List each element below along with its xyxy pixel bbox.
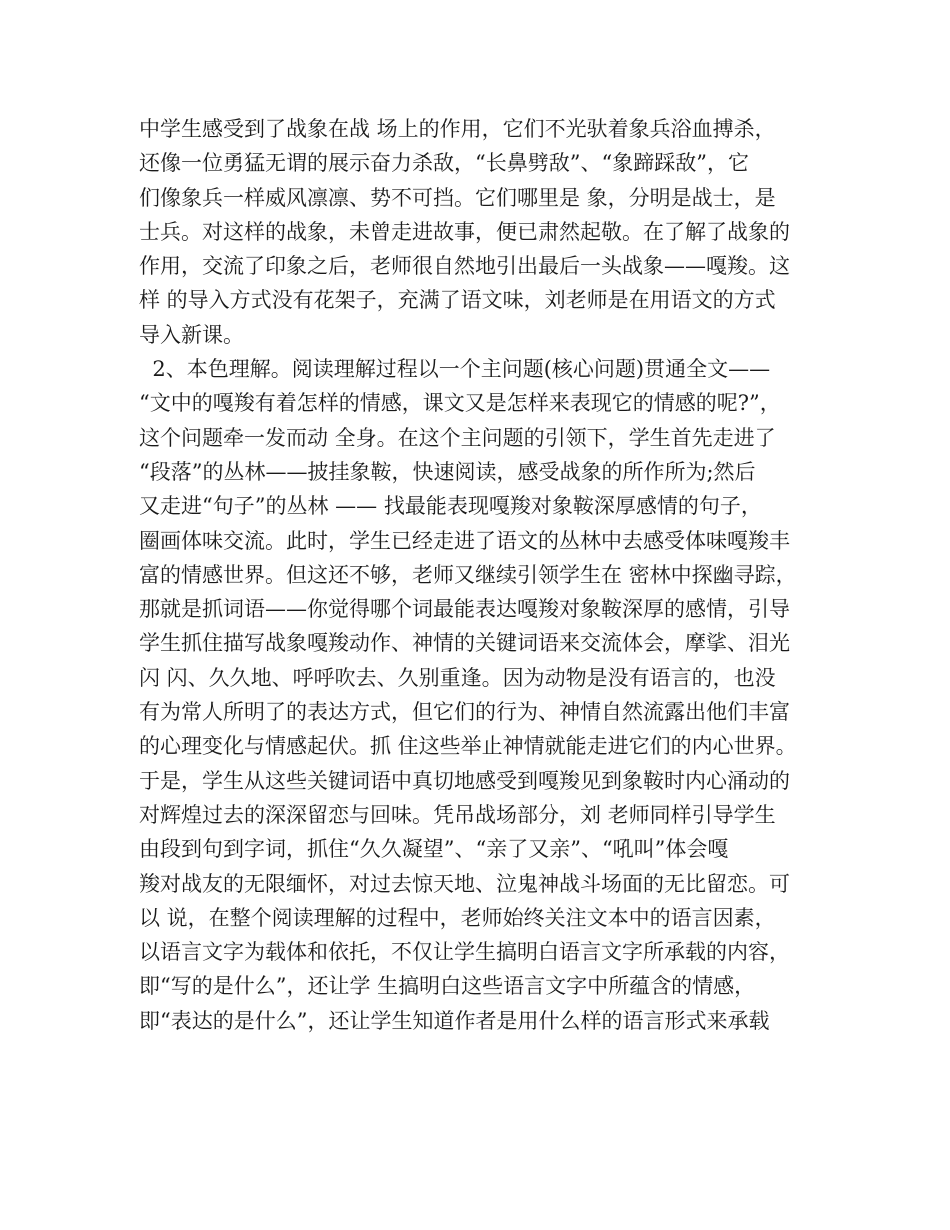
text-line: 对辉煌过去的深深留恋与回味。凭吊战场部分，刘 老师同样引导学生 (139, 802, 776, 827)
text-line: 士兵。对这样的战象，未曾走进故事，便已肃然起敬。在了解了战象的 (139, 219, 790, 244)
text-line: 的心理变化与情感起伏。抓 住这些举止神情就能走进它们的内心世界。 (139, 734, 797, 759)
text-line: 作用，交流了印象之后，老师很自然地引出最后一头战象——嘎羧。这 (139, 254, 790, 279)
text-line: “文中的嘎羧有着怎样的情感，课文又是怎样来表现它的情感的呢?”， (139, 391, 781, 416)
text-line: 于是，学生从这些关键词语中真切地感受到嘎羧见到象鞍时内心涌动的 (139, 768, 790, 793)
text-line: 这个问题牵一发而动 全身。在这个主问题的引领下，学生首先走进了 (139, 425, 776, 450)
text-line: 即“写的是什么”，还让学 生搞明白这些语言文字中所蕴含的情感， (139, 974, 756, 999)
text-line: 又走进“句子”的丛林 —— 找最能表现嘎羧对象鞍深厚感情的句子， (139, 494, 762, 519)
text-line: 以 说，在整个阅读理解的过程中，老师始终关注文本中的语言因素， (139, 905, 776, 930)
text-line: 们像象兵一样威风凛凛、势不可挡。它们哪里是 象，分明是战士，是 (139, 185, 776, 210)
text-line: 圈画体味交流。此时，学生已经走进了语文的丛林中去感受体味嘎羧丰 (139, 528, 790, 553)
body-text (139, 112, 819, 1038)
text-line: 学生抓住描写战象嘎羧动作、神情的关键词语来交流体会，摩挲、泪光 (139, 631, 790, 656)
text-line: 羧对战友的无限缅怀，对过去惊天地、泣鬼神战斗场面的无比留恋。可 (139, 871, 790, 896)
text-line: 以语言文字为载体和依托，不仅让学生搞明白语言文字所承载的内容， (139, 940, 790, 965)
text-line: “段落”的丛林——披挂象鞍，快速阅读，感受战象的所作所为;然后 (139, 459, 756, 484)
text-line: 那就是抓词语——你觉得哪个词最能表达嘎羧对象鞍深厚的感情，引导 (139, 597, 790, 622)
text-line: 富的情感世界。但这还不够，老师又继续引领学生在 密林中探幽寻踪， (139, 562, 797, 587)
text-line: 中学生感受到了战象在战 场上的作用，它们不光驮着象兵浴血搏杀， (139, 117, 776, 141)
text-line: 即“表达的是什么”，还让学生知道作者是用什么样的语言形式来承载 (139, 1008, 770, 1033)
text-line: 闪 闪、久久地、呼呼吹去、久别重逢。因为动物是没有语言的，也没 (139, 665, 776, 690)
text-line: 有为常人所明了的表达方式，但它们的行为、神情自然流露出他们丰富 (139, 700, 790, 725)
text-line: 由段到句到字词，抓住“久久凝望”、“亲了又亲”、“吼叫”体会嘎 (139, 837, 729, 862)
text-line: 2、本色理解。阅读理解过程以一个主问题(核心问题)贯通全文—— (139, 357, 771, 382)
text-line: 样 的导入方式没有花架子，充满了语文味，刘老师是在用语文的方式 (139, 288, 776, 313)
text-line: 导入新课。 (139, 322, 244, 347)
text-line: 还像一位勇猛无谓的展示奋力杀敌，“长鼻劈敌”、“象蹄踩敌”，它 (139, 151, 749, 176)
